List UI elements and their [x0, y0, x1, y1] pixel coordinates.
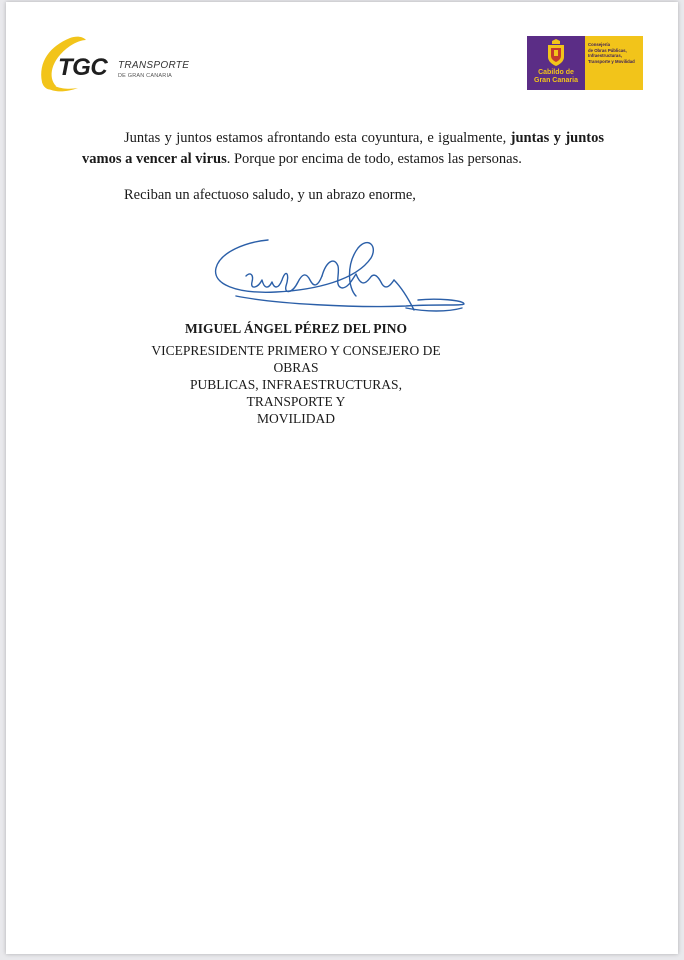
tgc-brand-text: TGC [58, 54, 108, 81]
paragraph-text: Juntas y juntos estamos afrontando esta coyuntura, e igualmente, [124, 130, 511, 146]
title-line: VICEPRESIDENTE PRIMERO Y CONSEJERO DE OBRAS [151, 343, 441, 375]
closing-paragraph [82, 128, 604, 170]
tgc-tagline: TRANSPORTE [118, 60, 190, 71]
coat-of-arms-icon [546, 39, 566, 67]
cabildo-logo [527, 36, 643, 90]
letter-page [6, 2, 678, 954]
title-line: PUBLICAS, INFRAESTRUCTURAS, TRANSPORTE Y [190, 377, 402, 409]
department-line: de Obras Públicas, [588, 47, 627, 53]
cabildo-name-line2: Gran Canaria [534, 77, 578, 84]
handwritten-signature [206, 228, 468, 320]
department-line: Infraestructuras, [588, 53, 622, 59]
tgc-logo [32, 32, 190, 94]
title-line: MOVILIDAD [257, 411, 335, 426]
department-line: Consejería [588, 42, 610, 47]
cabildo-name [527, 69, 585, 85]
cabildo-emblem-panel [527, 36, 585, 90]
paragraph-emphasis: juntas y juntos vamos a vencer al virus [82, 130, 604, 167]
department-line: Transporte y Movilidad [588, 58, 635, 64]
greeting-line: Reciban un afectuoso saludo, y un abrazo enorme, [124, 187, 416, 203]
tgc-subtagline: DE GRAN CANARIA [118, 73, 173, 79]
paragraph-text-end: . Porque por encima de todo, estamos las personas. [226, 151, 522, 167]
signatory-name: MIGUEL ÁNGEL PÉREZ DEL PINO [184, 321, 408, 336]
department-text [588, 42, 642, 64]
cabildo-department-panel [585, 36, 643, 90]
signatory-title [146, 342, 446, 427]
cabildo-name-line1: Cabildo de [538, 69, 574, 76]
